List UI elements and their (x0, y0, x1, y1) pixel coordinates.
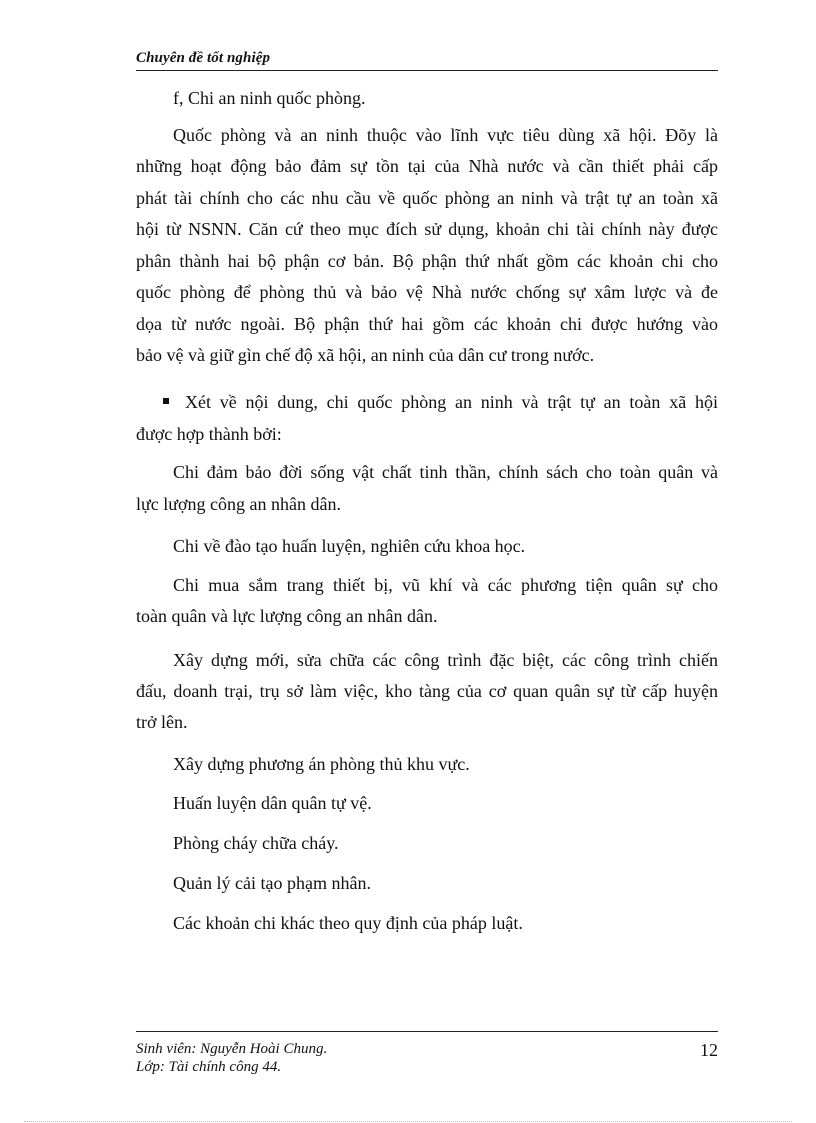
footer-divider (136, 1031, 718, 1032)
list-item: Các khoản chi khác theo quy định của pháp luật. (173, 913, 523, 933)
paragraph-line: những hoạt động bảo đảm sự tồn tại của Nhà nước và cần thiết phải cấp (136, 156, 718, 176)
paragraph-line: toàn quân và lực lượng công an nhân dân. (136, 606, 438, 626)
footer-student: Sinh viên: Nguyễn Hoài Chung. (136, 1041, 328, 1057)
paragraph-line: bảo vệ và giữ gìn chế độ xã hội, an ninh của dân cư trong nước. (136, 345, 595, 365)
paragraph-line: lực lượng công an nhân dân. (136, 494, 341, 514)
header-title: Chuyên đề tốt nghiệp (136, 50, 271, 66)
list-item: Xây dựng phương án phòng thủ khu vực. (173, 754, 470, 774)
paragraph-line: quốc phòng để phòng thủ và bảo vệ Nhà nước chống sự xâm lược và đe (136, 282, 718, 302)
list-item: Huấn luyện dân quân tự vệ. (173, 793, 372, 813)
paragraph-line: trở lên. (136, 712, 188, 732)
paragraph-line: dọa từ nước ngoài. Bộ phận thứ hai gồm các khoản chi được hướng vào (136, 314, 718, 334)
section-heading-f: f, Chi an ninh quốc phòng. (173, 88, 366, 108)
header-divider (136, 70, 718, 71)
paragraph-line: Chi đảm bảo đời sống vật chất tinh thần, chính sách cho toàn quân và (173, 462, 718, 482)
square-bullet-icon (163, 398, 169, 404)
bullet-line: được hợp thành bởi: (136, 424, 282, 444)
paragraph-line: Chi mua sắm trang thiết bị, vũ khí và các phương tiện quân sự cho (173, 575, 718, 595)
page-bottom-border (24, 1121, 792, 1122)
paragraph-line: hội từ NSNN. Căn cứ theo mục đích sử dụng, khoản chi tài chính này được (136, 219, 718, 239)
paragraph-line: Quốc phòng và an ninh thuộc vào lĩnh vực tiêu dùng xã hội. Đõy là (173, 125, 718, 145)
paragraph-line: đấu, doanh trại, trụ sở làm việc, kho tàng của cơ quan quân sự từ cấp huyện (136, 681, 718, 701)
paragraph-line: Xây dựng mới, sửa chữa các công trình đặc biệt, các công trình chiến (173, 650, 718, 670)
paragraph-line: phát tài chính cho các nhu cầu về quốc phòng an ninh và trật tự an toàn xã (136, 188, 718, 208)
bullet-line: Xét về nội dung, chi quốc phòng an ninh và trật tự an toàn xã hội (185, 392, 718, 412)
paragraph-line: Chi về đào tạo huấn luyện, nghiên cứu khoa học. (173, 536, 526, 556)
paragraph-line: phân thành hai bộ phận cơ bản. Bộ phận thứ nhất gồm các khoản chi cho (136, 251, 718, 271)
footer-class: Lớp: Tài chính công 44. (136, 1059, 282, 1075)
list-item: Quản lý cải tạo phạm nhân. (173, 873, 371, 893)
list-item: Phòng cháy chữa cháy. (173, 833, 339, 853)
page-number: 12 (700, 1040, 718, 1060)
